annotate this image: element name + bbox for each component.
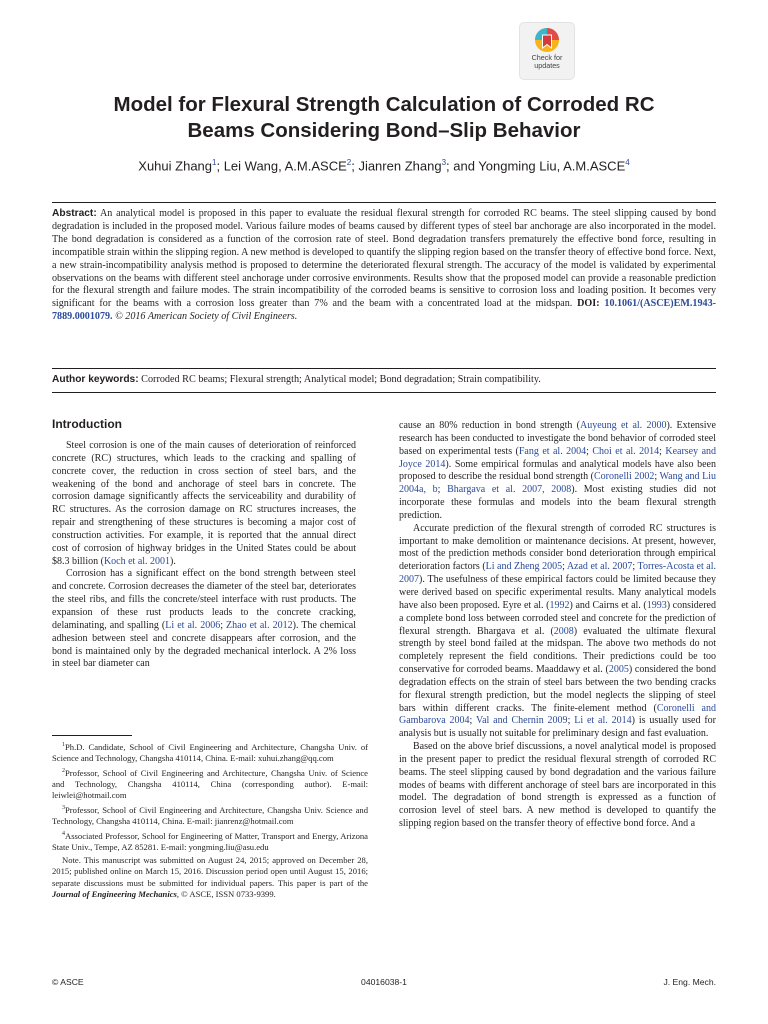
ref-link[interactable]: Fang et al. 2004 — [518, 445, 587, 457]
ref-link[interactable]: 1993 — [646, 599, 667, 611]
ref-link[interactable]: Coronelli 2002 — [594, 471, 655, 483]
ref-link[interactable]: Wang and Liu 2004a, b — [399, 471, 716, 496]
badge-label: Check for updates — [531, 53, 563, 70]
author-sup-1[interactable]: 1 — [212, 158, 217, 167]
right-paragraph-3: Based on the above brief discussions, a novel analytical model is proposed in the present paper to predict the residual flexural strength of corroded RC beams. The steel slipping caused by bond degradation and the various failure modes of beams with different anchorage of steel bars are incorporated in this model. The degradation of bond strength is expressed as a function of corrosion level of steel bars. A new method is developed to quantify the slipping region based on the transfer theory of effective bond force. And a — [399, 741, 716, 830]
ref-link[interactable]: Li et al. 2006 — [165, 619, 221, 631]
ref-link[interactable]: Li and Zheng 2005 — [485, 561, 563, 573]
left-column — [52, 440, 356, 671]
ref-link[interactable]: 2008 — [553, 625, 574, 637]
ref-link[interactable]: Zhao et al. 2012 — [226, 619, 293, 631]
check-updates-icon — [534, 27, 560, 53]
doi-link[interactable]: 10.1061/(ASCE)EM.1943-7889.0001079. — [52, 298, 716, 323]
intro-paragraph-2: Corrosion has a significant effect on the bond strength between steel and concrete. Corrosion decreases the diameter of the steel bar, deteriorates the steel ribs, and fills the concrete/steel interface with rust products. The expansion of these rust products leads to the concrete cracking, delaminating, and spalling (Li et al. 2006; Zhao et al. 2012). The chemical adhesion between steel and concrete disappears after corrosion, and the bond is maintained only by the degraded mechanical interlock. A 2% loss in steel bar diameter can — [52, 568, 357, 670]
abstract: Abstract: An analytical model is proposed in this paper to evaluate the residual flexural strength for corroded RC beams. The steel slipping caused by bond degradation is included in the proposed model. Various failure modes of beams caused by different types of steel bar anchorage are also incorporated in the model. The bond degradation is considered as a function of the corrosion rate of steel. Bond degradation transfers prematurely the effective bond force, resulting in incompatible strain within the slipping region. A new method is developed to quantify the slipping region based on the transfer theory of effective bond force. Next, a new strain-incompatibility analysis method is proposed to determine the deteriorated flexural strength. The accuracy of the model is validated by experimental observations on the beams with different steel anchorage under corrosive environments. Results show that the proposed model can provide a reasonable prediction for the flexural strength and failure modes. The strain incompatibility of the corroded beams is sensitive to corrosion loss and loading position. It becomes very significant for the beams with a corrosion loss greater than 7% and the beam with a concentrated load at the midspan. DOI: 10.1061/(ASCE)EM.1943-7889.0001079. © 2016 American Society of Civil Engineers. — [52, 208, 717, 323]
section-heading-introduction: Introduction — [52, 417, 122, 431]
keywords-top-rule — [52, 368, 716, 369]
right-paragraph-1: cause an 80% reduction in bond strength (Auyeung et al. 2000). Extensive research has been conducted to investigate the bond behavior of corroded steel based on experimental tests (Fang et al. 2004; Choi et al. 2014; Kearsey and Joyce 2014). Some empirical formulas and analytical models have also been proposed to describe the residual bond strength (Coronelli 2002; Wang and Liu 2004a, b; Bhargava et al. 2007, 2008). Most existing studies did not incorporate these formulas and models into the beam flexural strength prediction. — [399, 420, 717, 521]
ref-link[interactable]: Auyeung et al. 2000 — [580, 420, 667, 431]
ref-link[interactable]: 1992 — [549, 599, 570, 611]
ref-link[interactable]: Torres-Acosta et al. 2007 — [399, 561, 716, 586]
manuscript-note: Note. This manuscript was submitted on August 24, 2015; approved on December 28, 2015; published online on March 15, 2016. Discussion period open until August 15, 2016; separate discussions must be submitted for individual papers. This paper is part of the Journal of Engineering Mechanics, © ASCE, ISSN 0733-9399. — [52, 855, 368, 899]
keywords-bottom-rule — [52, 392, 716, 393]
ref-link[interactable]: Choi et al. 2014 — [592, 445, 660, 457]
footnote-4: $^4$Associated Professor, School for Engineering of Matter, Transport and Energy, Arizona State Univ., Tempe, AZ 85281. E-mail: yongming.liu@asu.edu — [52, 831, 368, 853]
ref-link[interactable]: Azad et al. 2007 — [566, 561, 633, 573]
right-column — [399, 420, 716, 831]
ref-link[interactable]: Li et al. 2014 — [574, 715, 632, 727]
ref-link[interactable]: Bhargava et al. 2007, 2008 — [447, 484, 572, 496]
footnotes — [52, 740, 368, 902]
footnote-3: $^3$Professor, School of Civil Engineering and Architecture, Changsha Univ. Science and Technology, Changsha 410114, China. E-mail: jianrenz@hotmail.com — [52, 805, 368, 827]
abstract-top-rule — [52, 202, 716, 203]
author-sup-2[interactable]: 2 — [346, 158, 352, 167]
paper-title: Model for Flexural Strength Calculation of Corroded RC Beams Considering Bond–Slip Behavior — [113, 93, 655, 142]
ref-link[interactable]: 2005 — [608, 664, 629, 676]
footer-article-number: 04016038-1 — [361, 977, 407, 987]
footnote-2: $^2$Professor, School of Civil Engineering and Architecture, Changsha Univ. of Science and Technology, Changsha 410114, China (corresponding author). E-mail: leiwlei@hotmail.com — [52, 767, 368, 801]
check-for-updates-badge[interactable] — [519, 22, 575, 80]
ref-link[interactable]: Val and Chernin 2009 — [475, 715, 568, 727]
footer-journal: J. Eng. Mech. — [663, 977, 716, 987]
footnote-rule — [52, 735, 132, 736]
ref-link[interactable]: Coronelli and Gambarova 2004 — [399, 702, 716, 727]
footer-publisher: © ASCE — [52, 977, 84, 987]
intro-paragraph-1: Steel corrosion is one of the main causes of deterioration of reinforced concrete (RC) structures, which leads to the cracking and spalling of concrete cover, the reduction in cross section of steel bars, and the weakening of the bond and anchorage of steel bars in concrete. The corrosion damage significantly affects the serviceability and durability of RC structures. As the corrosion damage on RC structures increases, the repair and strengthening of these structures is becoming a major cost of construction activities. For example, it is reported that the annual direct cost of corrosion of highway bridges in the United States could be about $8.3 billion (Koch et al. 2001). — [52, 440, 356, 567]
author-list: Xuhui Zhang$^1$; Lei Wang, A.M.ASCE$^2$; Jianren Zhang$^3$; and Yongming Liu, A.M.ASCE$^4$ — [138, 158, 630, 174]
ref-link[interactable]: Kearsey and Joyce 2014 — [399, 445, 717, 470]
author-keywords: Author keywords: Corroded RC beams; Flexural strength; Analytical model; Bond degradation; Strain compatibility. — [52, 374, 541, 385]
author-sup-4[interactable]: 4 — [625, 158, 630, 167]
footnote-1: $^1$Ph.D. Candidate, School of Civil Engineering and Architecture, Changsha Univ. of Science and Technology, Changsha 410114, China. E-mail: xuhui.zhang@qq.com — [52, 741, 368, 764]
author-sup-3[interactable]: 3 — [441, 158, 447, 167]
right-paragraph-2: Accurate prediction of the flexural strength of corroded RC structures is important to make demolition or maintenance decisions. At present, however, most of the prediction methods consider bond deterioration through empirical deterioration factors (Li and Zheng 2005; Azad et al. 2007; Torres-Acosta et al. 2007). The usefulness of these empirical factors could be limited because they were derived based on specific experimental results. Many analytical models have also been proposed. Eyre et al. (1992) and Cairns et al. (1993) considered a complete bond loss between corroded steel and concrete for the prediction of flexural strength. Bhargava et al. (2008) evaluated the ultimate flexural strength by steel bond failed at the midspan. The above two methods do not completely represent the field conditions. Their predictions could be too conservative for corroded beams. Maaddawy et al. (2005) considered the bond degradation effects on the strain of steel bars between the two bending cracks for flexural strength prediction, but the model neglects the slipping of steel bars within different cracks. The finite-element method (Coronelli and Gambarova 2004; Val and Chernin 2009; Li et al. 2014) is usually used for analysis but is usually not suitable for preliminary design and fast evaluation. — [399, 522, 716, 740]
ref-link[interactable]: Koch et al. 2001 — [103, 555, 171, 567]
